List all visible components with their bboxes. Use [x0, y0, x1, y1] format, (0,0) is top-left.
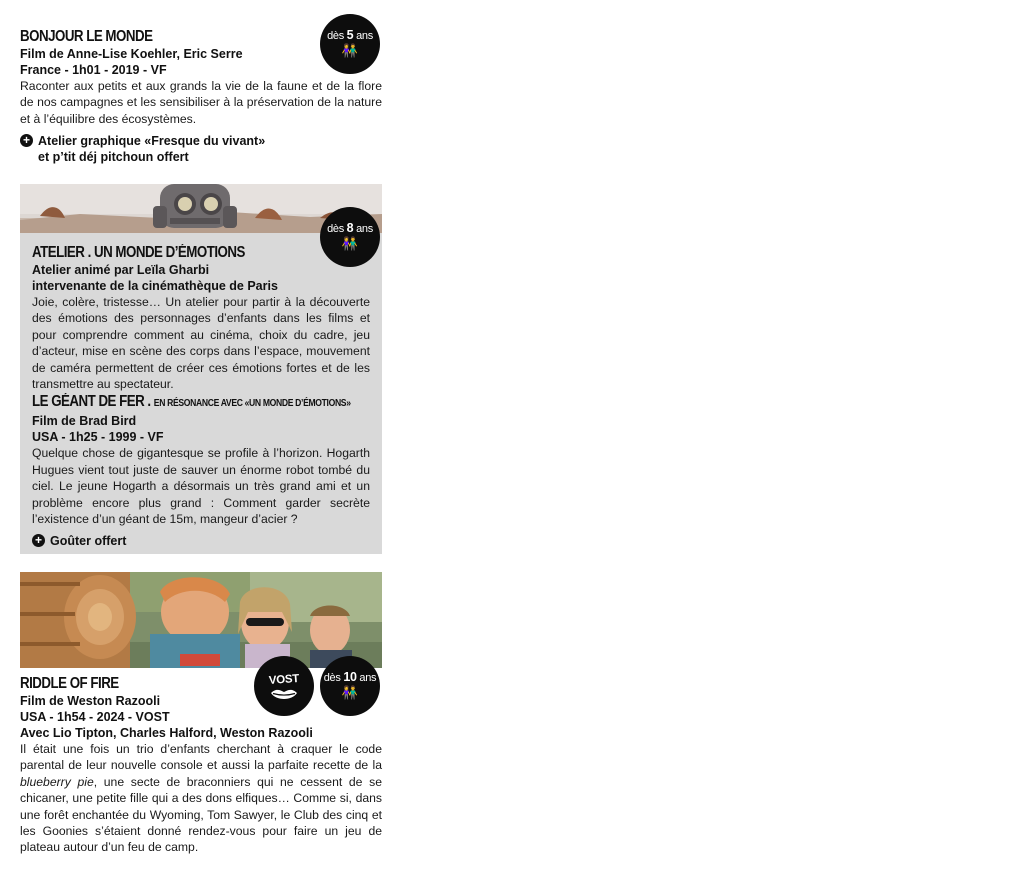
film-description: Raconter aux petits et aux grands la vie de la faune et de la flore de nos campagnes et les sensibiliser à la préservation de la nature et à l’équilibre des écosystèmes. [20, 79, 382, 126]
workshop-credit-line2: intervenante de la cinémathèque de Paris [32, 279, 278, 293]
age-badge: dès 5 ans 👫 [320, 14, 380, 74]
children-icon: 👫 [341, 43, 359, 58]
event-extra [20, 133, 382, 165]
film-info: France - 1h01 - 2019 - VF [20, 63, 167, 77]
event-extra-line1: Atelier graphique «Fresque du vivant» [38, 134, 266, 149]
children-icon: 👫 [341, 685, 359, 700]
plus-icon: + [32, 534, 45, 547]
age-badge: dès 10 ans 👫 [320, 656, 380, 716]
film-resonance-note: EN RÉSONANCE AVEC «UN MONDE D’ÉMOTIONS» [153, 398, 351, 410]
film-credit: Film de Weston Razooli [20, 694, 161, 708]
film-info: USA - 1h54 - 2024 - VOST [20, 710, 170, 724]
film-info: USA - 1h25 - 1999 - VF [32, 430, 164, 445]
age-badge: dès 8 ans 👫 [320, 207, 380, 267]
workshop-entry-monde-emotions [32, 244, 370, 549]
children-icon: 👫 [341, 236, 359, 251]
event-extra-line2: et p’tit déj pitchoun offert [38, 150, 189, 165]
riddle-of-fire-still-image [20, 572, 382, 668]
film-description: Il était une fois un trio d’enfants cherchant à craquer le code parental de leur nouvelle console et aussi la parfaite recette de la blueberry pie, une secte de braconniers qui ne cessent de se chicaner, une petite fille qui a des dons elfiques… Comme si, dans une forêt enchantée du Wyoming, Tom Sawyer, le Club des cinq et les Goonies s’étaient donné rendez-vous pour faire un jeu de plateau autour d’un feu de camp. [20, 742, 382, 855]
workshop-credit-line1: Atelier animé par Leïla Gharbi [32, 263, 210, 277]
film-cast: Avec Lio Tipton, Charles Halford, Weston Razooli [20, 726, 313, 740]
event-extra-line: Goûter offert [50, 534, 127, 549]
event-extra [32, 533, 370, 549]
film-title: LE GÉANT DE FER . EN RÉSONANCE AVEC «UN MONDE D’ÉMOTIONS» [32, 393, 351, 411]
workshop-description: Joie, colère, tristesse… Un atelier pour partir à la découverte des émotions des personnages d’enfants dans les films et pour comprendre comment au cinéma, choix du cadre, jeu d’acteur, mise en scène des corps dans l’espace, mouvement de caméra permettent de créer ces émotions fortes et de les transmettre au spectateur. [32, 295, 370, 392]
film-description: Quelque chose de gigantesque se profile à l’horizon. Hogarth Hugues vient tout juste de sauver un énorme robot tombé du ciel. Le jeune Hogarth a désormais un très grand ami et un problème encore plus grand : Comment garder secrète l’existence d’un géant de 15m, mangeur d’acier ? [32, 446, 370, 527]
workshop-title: ATELIER . UN MONDE D’ÉMOTIONS [32, 244, 245, 261]
film-entry-riddle-of-fire [20, 675, 382, 856]
vost-label: VOST [268, 672, 300, 688]
film-title: RIDDLE OF FIRE [20, 675, 119, 692]
film-title: BONJOUR LE MONDE [20, 28, 153, 45]
film-credit: Film de Anne-Lise Koehler, Eric Serre [20, 47, 243, 61]
film-credit: Film de Brad Bird [32, 414, 137, 429]
plus-icon: + [20, 134, 33, 147]
